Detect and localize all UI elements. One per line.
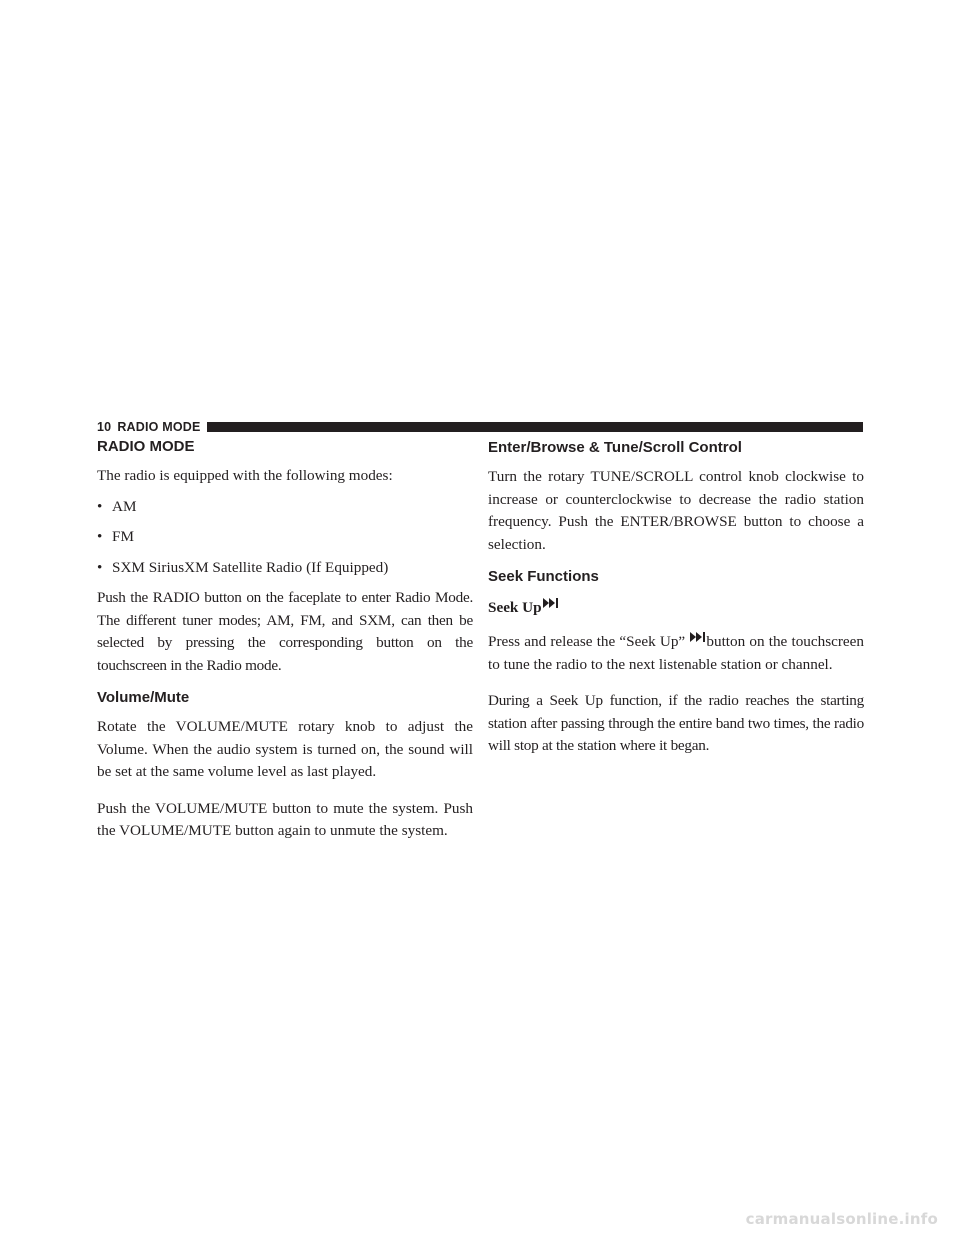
page-number: 10 — [97, 420, 112, 434]
volume-mute-heading: Volume/Mute — [97, 689, 190, 706]
seek-up-label: Seek Up — [488, 599, 542, 616]
right-column — [488, 438, 864, 758]
seek-up-text-before: Press and release the “Seek Up” — [488, 633, 686, 650]
bullet-icon: • — [97, 558, 103, 576]
bullet-icon: • — [97, 497, 103, 515]
enter-browse-heading: Enter/Browse & Tune/Scroll Control — [488, 439, 742, 456]
watermark: carmanualsonline.info — [745, 1210, 938, 1228]
seek-forward-icon — [690, 632, 706, 642]
section-name: RADIO MODE — [117, 420, 201, 434]
seek-functions-heading: Seek Functions — [488, 568, 599, 585]
radio-button-paragraph: Push the RADIO button on the faceplate to enter Radio Mode. The different tuner modes; AM, FM, and SXM, can then be selected by pressing the corresponding button on the touchscreen in the Radio mode. — [97, 589, 473, 674]
mode-label: FM — [112, 528, 134, 545]
volume-paragraph-1: Rotate the VOLUME/MUTE rotary knob to adjust the Volume. When the audio system is turned on, the sound will be set at the same volume level as last played. — [97, 718, 473, 780]
seek-up-paragraph-1 — [488, 631, 864, 676]
mode-list-item — [97, 557, 473, 580]
volume-paragraph-2: Push the VOLUME/MUTE button to mute the system. Push the VOLUME/MUTE button again to unmute the system. — [97, 799, 473, 839]
left-column — [97, 438, 473, 843]
mode-list-item — [97, 526, 473, 549]
bullet-icon: • — [97, 528, 103, 545]
mode-label: SXM SiriusXM Satellite Radio (If Equipped) — [112, 558, 389, 576]
mode-list-item — [97, 496, 473, 519]
seek-up-text-after: button on the touchscreen to tune the radio to the next listenable station or channel. — [488, 633, 865, 673]
mode-label: AM — [112, 497, 137, 515]
enter-browse-paragraph: Turn the rotary TUNE/SCROLL control knob clockwise to increase or counterclockwise to decrease the radio station frequency. Push the ENTER/BROWSE button to choose a selection. — [488, 468, 864, 553]
page-header — [97, 418, 863, 436]
seek-forward-icon — [543, 598, 559, 608]
modes-intro: The radio is equipped with the following modes: — [97, 467, 393, 484]
seek-up-subheading — [488, 597, 864, 619]
seek-up-paragraph-2: During a Seek Up function, if the radio reaches the starting station after passing through the entire band two times, the radio will stop at the station where it began. — [488, 692, 864, 754]
header-rule — [207, 422, 863, 432]
radio-mode-heading: RADIO MODE — [97, 438, 195, 455]
